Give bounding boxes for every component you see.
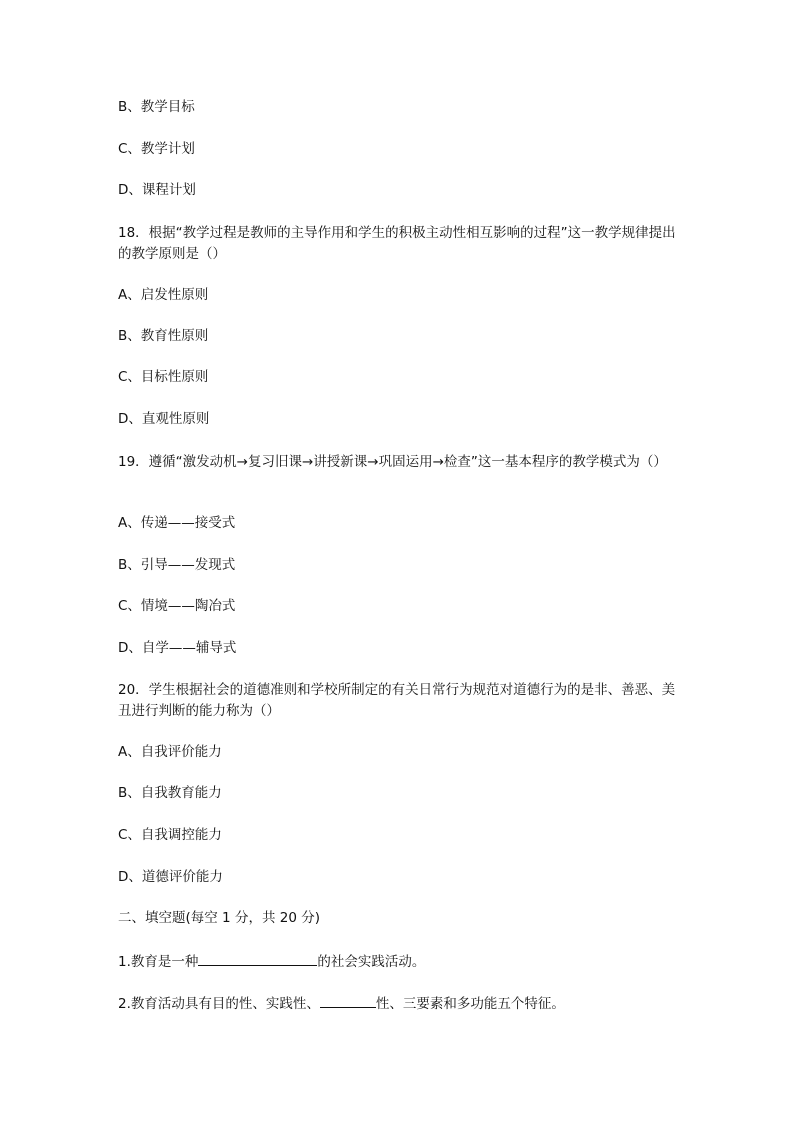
q18-option-d: D、直观性原则 [118,411,210,427]
fill-blank-item-1 [118,951,678,972]
item-text-after: 的社会实践活动。 [317,954,426,970]
q17-option-d: D、课程计划 [118,182,196,198]
q19-option-b: B、引导——发现式 [118,557,236,573]
item-text-before: 2.教育活动具有目的性、实践性、 [118,996,320,1012]
q19-option-d: D、自学——辅导式 [118,640,237,656]
q17-option-b: B、教学目标 [118,99,195,115]
section2-heading: 二、填空题(每空 1 分，共 20 分) [118,910,320,926]
fill-blank-item-2 [118,993,678,1014]
q20-stem: 20．学生根据社会的道德准则和学校所制定的有关日常行为规范对道德行为的是非、善恶、美丑进行判断的能力称为（） [118,682,676,719]
blank-line [198,951,317,966]
q20-option-c: C、自我调控能力 [118,827,222,843]
q19-stem: 19．遵循“激发动机→复习旧课→讲授新课→巩固运用→检查”这一基本程序的教学模式为（） [118,454,667,470]
blank-line [320,993,376,1008]
q20-option-b: B、自我教育能力 [118,785,222,801]
item-text-after: 性、三要素和多功能五个特征。 [375,996,565,1012]
q18-option-c: C、目标性原则 [118,369,209,385]
q19-option-c: C、情境——陶冶式 [118,598,236,614]
q18-stem: 18．根据“教学过程是教师的主导作用和学生的积极主动性相互影响的过程”这一教学规律提出的教学原则是（） [118,225,676,262]
q18-option-a: A、启发性原则 [118,287,209,303]
q18-option-b: B、教育性原则 [118,328,209,344]
q20-option-d: D、道德评价能力 [118,869,223,885]
q20-option-a: A、自我评价能力 [118,744,222,760]
item-text-before: 1.教育是一种 [118,954,199,970]
q17-option-c: C、教学计划 [118,141,195,157]
q19-option-a: A、传递——接受式 [118,515,236,531]
